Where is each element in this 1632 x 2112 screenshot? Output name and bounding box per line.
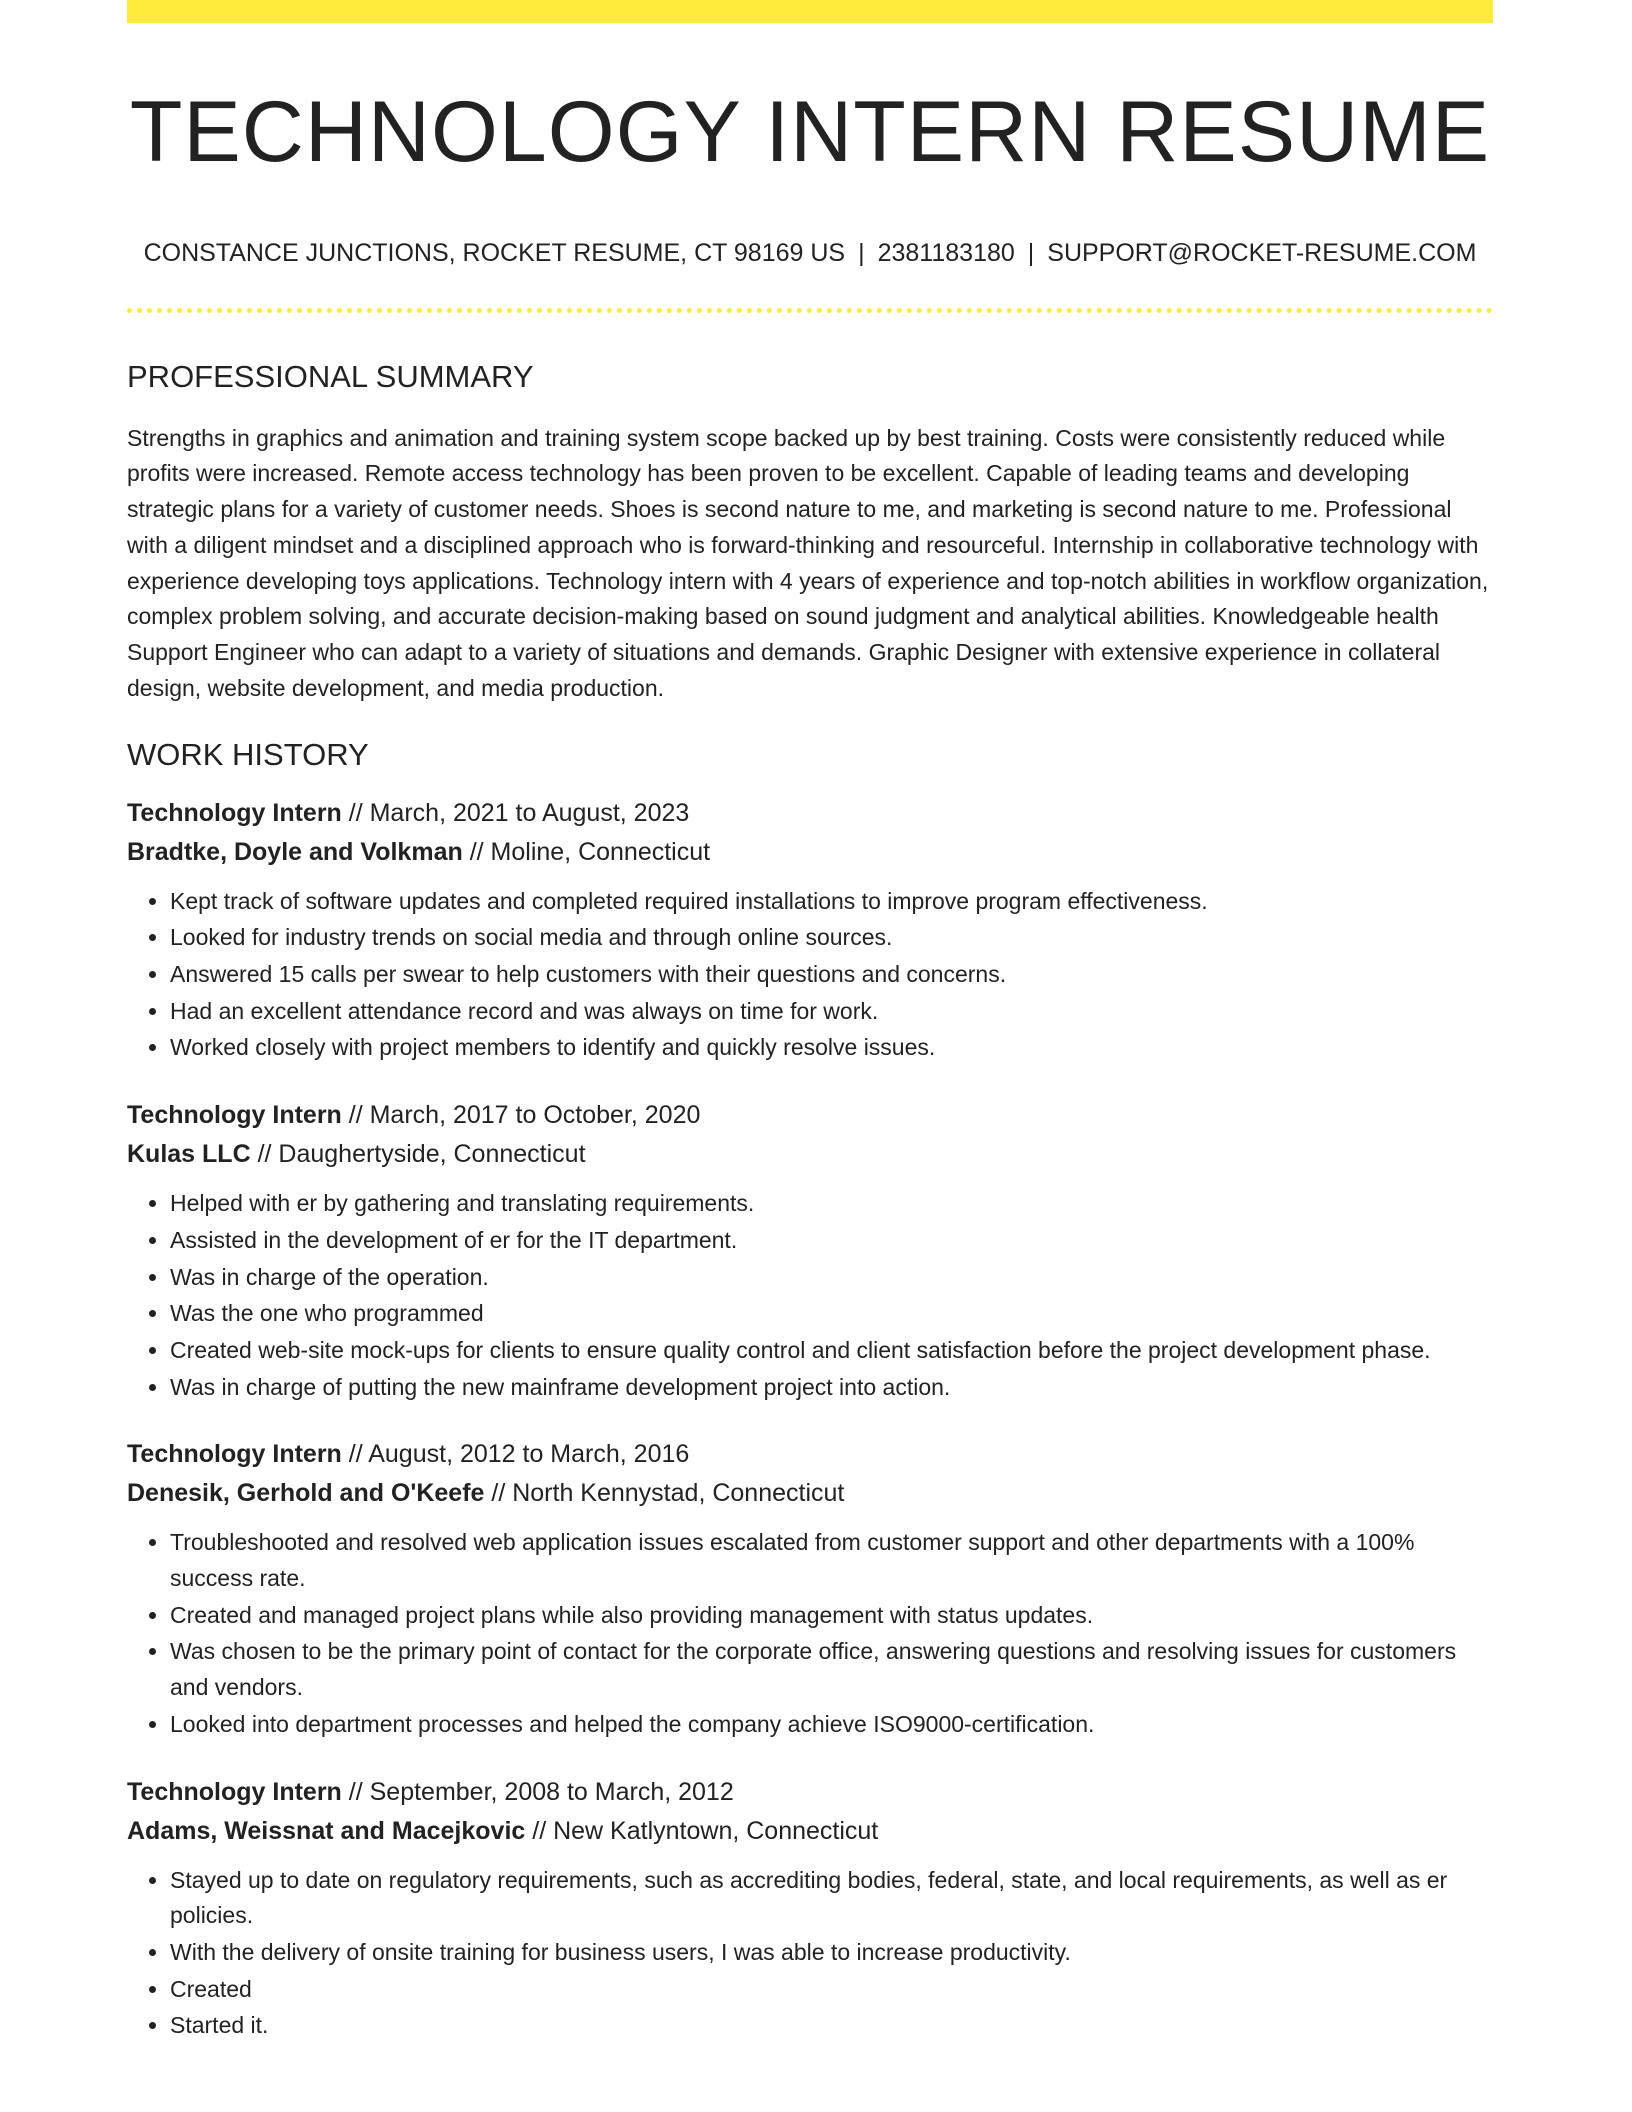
job-bullets — [127, 884, 1493, 1067]
contact-line — [127, 238, 1493, 268]
job-bullet: • Helped with er by gathering and translating requirements. — [170, 1186, 1493, 1222]
job-company-line — [127, 1812, 1493, 1851]
contact-email: SUPPORT@ROCKET-RESUME.COM — [1047, 238, 1477, 267]
job-entry — [127, 1435, 1493, 1742]
job-bullet: • Worked closely with project members to identify and quickly resolve issues. — [170, 1030, 1493, 1066]
job-bullet: • Assisted in the development of er for the IT department. — [170, 1223, 1493, 1259]
job-company: Bradtke, Doyle and Volkman — [127, 837, 463, 866]
resume-title: TECHNOLOGY INTERN RESUME — [129, 84, 1491, 180]
job-company: Denesik, Gerhold and O'Keefe — [127, 1479, 485, 1508]
job-bullet: • Created — [170, 1972, 1493, 2008]
contact-phone: 2381183180 — [877, 238, 1015, 267]
contact-separator: | — [1027, 238, 1035, 267]
job-company: Adams, Weissnat and Macejkovic — [127, 1816, 526, 1845]
summary-text: Strengths in graphics and animation and training system scope backed up by best training. Costs were consistently reduced while profits were increased. Remote access technology has been proven to be excellent. Capable of leading teams and developing strategic plans for a variety of customer needs. Shoes is second nature to me, and marketing is second nature to me. Professional with a diligent mindset and a disciplined approach who is forward-thinking and resourceful. Internship in collaborative technology with experience developing toys applications. Technology intern with 4 years of experience and top-notch abilities in workflow organization, complex problem solving, and accurate decision-making based on sound judgment and analytical abilities. Knowledgeable health Support Engineer who can adapt to a variety of situations and demands. Graphic Designer with extensive experience in collateral design, website development, and media production. — [127, 424, 1489, 701]
job-entry — [127, 1096, 1493, 1405]
job-company-line — [127, 1135, 1493, 1174]
job-title: Technology Intern — [127, 1777, 342, 1806]
summary-heading: PROFESSIONAL SUMMARY — [127, 358, 534, 394]
job-bullet: • Created web-site mock-ups for clients to ensure quality control and client satisfaction before the project development phase. — [170, 1333, 1493, 1369]
job-bullet: • Started it. — [170, 2008, 1493, 2044]
contact-separator: | — [858, 238, 865, 267]
job-bullet: • Was the one who programmed — [170, 1296, 1493, 1332]
job-entry — [127, 1773, 1493, 2045]
contact-address: CONSTANCE JUNCTIONS, ROCKET RESUME, CT 98169 US — [143, 238, 846, 267]
job-bullets — [127, 1525, 1493, 1742]
job-bullet: • Looked for industry trends on social media and through online sources. — [170, 920, 1493, 956]
job-title-line — [127, 794, 1493, 833]
job-company-line — [127, 833, 1493, 872]
job-location: // North Kennystad, Connecticut — [484, 1479, 845, 1508]
job-bullet: • Was in charge of the operation. — [170, 1260, 1493, 1296]
job-bullet: • Was in charge of putting the new mainframe development project into action. — [170, 1370, 1493, 1406]
job-dates: // September, 2008 to March, 2012 — [341, 1777, 734, 1806]
job-title-line — [127, 1435, 1493, 1474]
job-dates: // March, 2021 to August, 2023 — [341, 798, 690, 827]
job-location: // Moline, Connecticut — [462, 837, 711, 866]
job-dates: // August, 2012 to March, 2016 — [341, 1440, 690, 1469]
job-bullet: • Kept track of software updates and completed required installations to improve program effectiveness. — [170, 884, 1493, 920]
job-title-line — [127, 1096, 1493, 1135]
top-accent-bar — [127, 0, 1493, 23]
dotted-divider — [127, 308, 1493, 313]
job-bullet: • Looked into department processes and helped the company achieve ISO9000-certification. — [170, 1707, 1493, 1743]
job-location: // New Katlyntown, Connecticut — [525, 1816, 879, 1845]
job-bullet: • Created and managed project plans while also providing management with status updates. — [170, 1598, 1493, 1634]
work-history-heading: WORK HISTORY — [127, 737, 369, 773]
job-dates: // March, 2017 to October, 2020 — [341, 1101, 701, 1130]
job-bullet: • Had an excellent attendance record and was always on time for work. — [170, 994, 1493, 1030]
job-bullets — [127, 1863, 1493, 2045]
job-bullet: • With the delivery of onsite training for business users, I was able to increase productivity. — [170, 1935, 1493, 1971]
job-title: Technology Intern — [127, 1101, 342, 1130]
job-bullets — [127, 1186, 1493, 1405]
job-bullet: • Was chosen to be the primary point of contact for the corporate office, answering questions and resolving issues for customers and vendors. — [170, 1634, 1493, 1705]
job-title-line — [127, 1773, 1493, 1812]
job-bullet: • Troubleshooted and resolved web application issues escalated from customer support and other departments with a 100% success rate. — [170, 1525, 1493, 1596]
job-company: Kulas LLC — [127, 1140, 251, 1169]
job-bullet: • Answered 15 calls per swear to help customers with their questions and concerns. — [170, 957, 1493, 993]
job-title: Technology Intern — [127, 798, 342, 827]
job-location: // Daughertyside, Connecticut — [250, 1140, 586, 1169]
job-entry — [127, 794, 1493, 1067]
job-bullet: • Stayed up to date on regulatory requirements, such as accrediting bodies, federal, state, and local requirements, as well as er policies. — [170, 1863, 1493, 1934]
job-title: Technology Intern — [127, 1440, 342, 1469]
job-company-line — [127, 1474, 1493, 1513]
resume-page — [127, 0, 1493, 2045]
